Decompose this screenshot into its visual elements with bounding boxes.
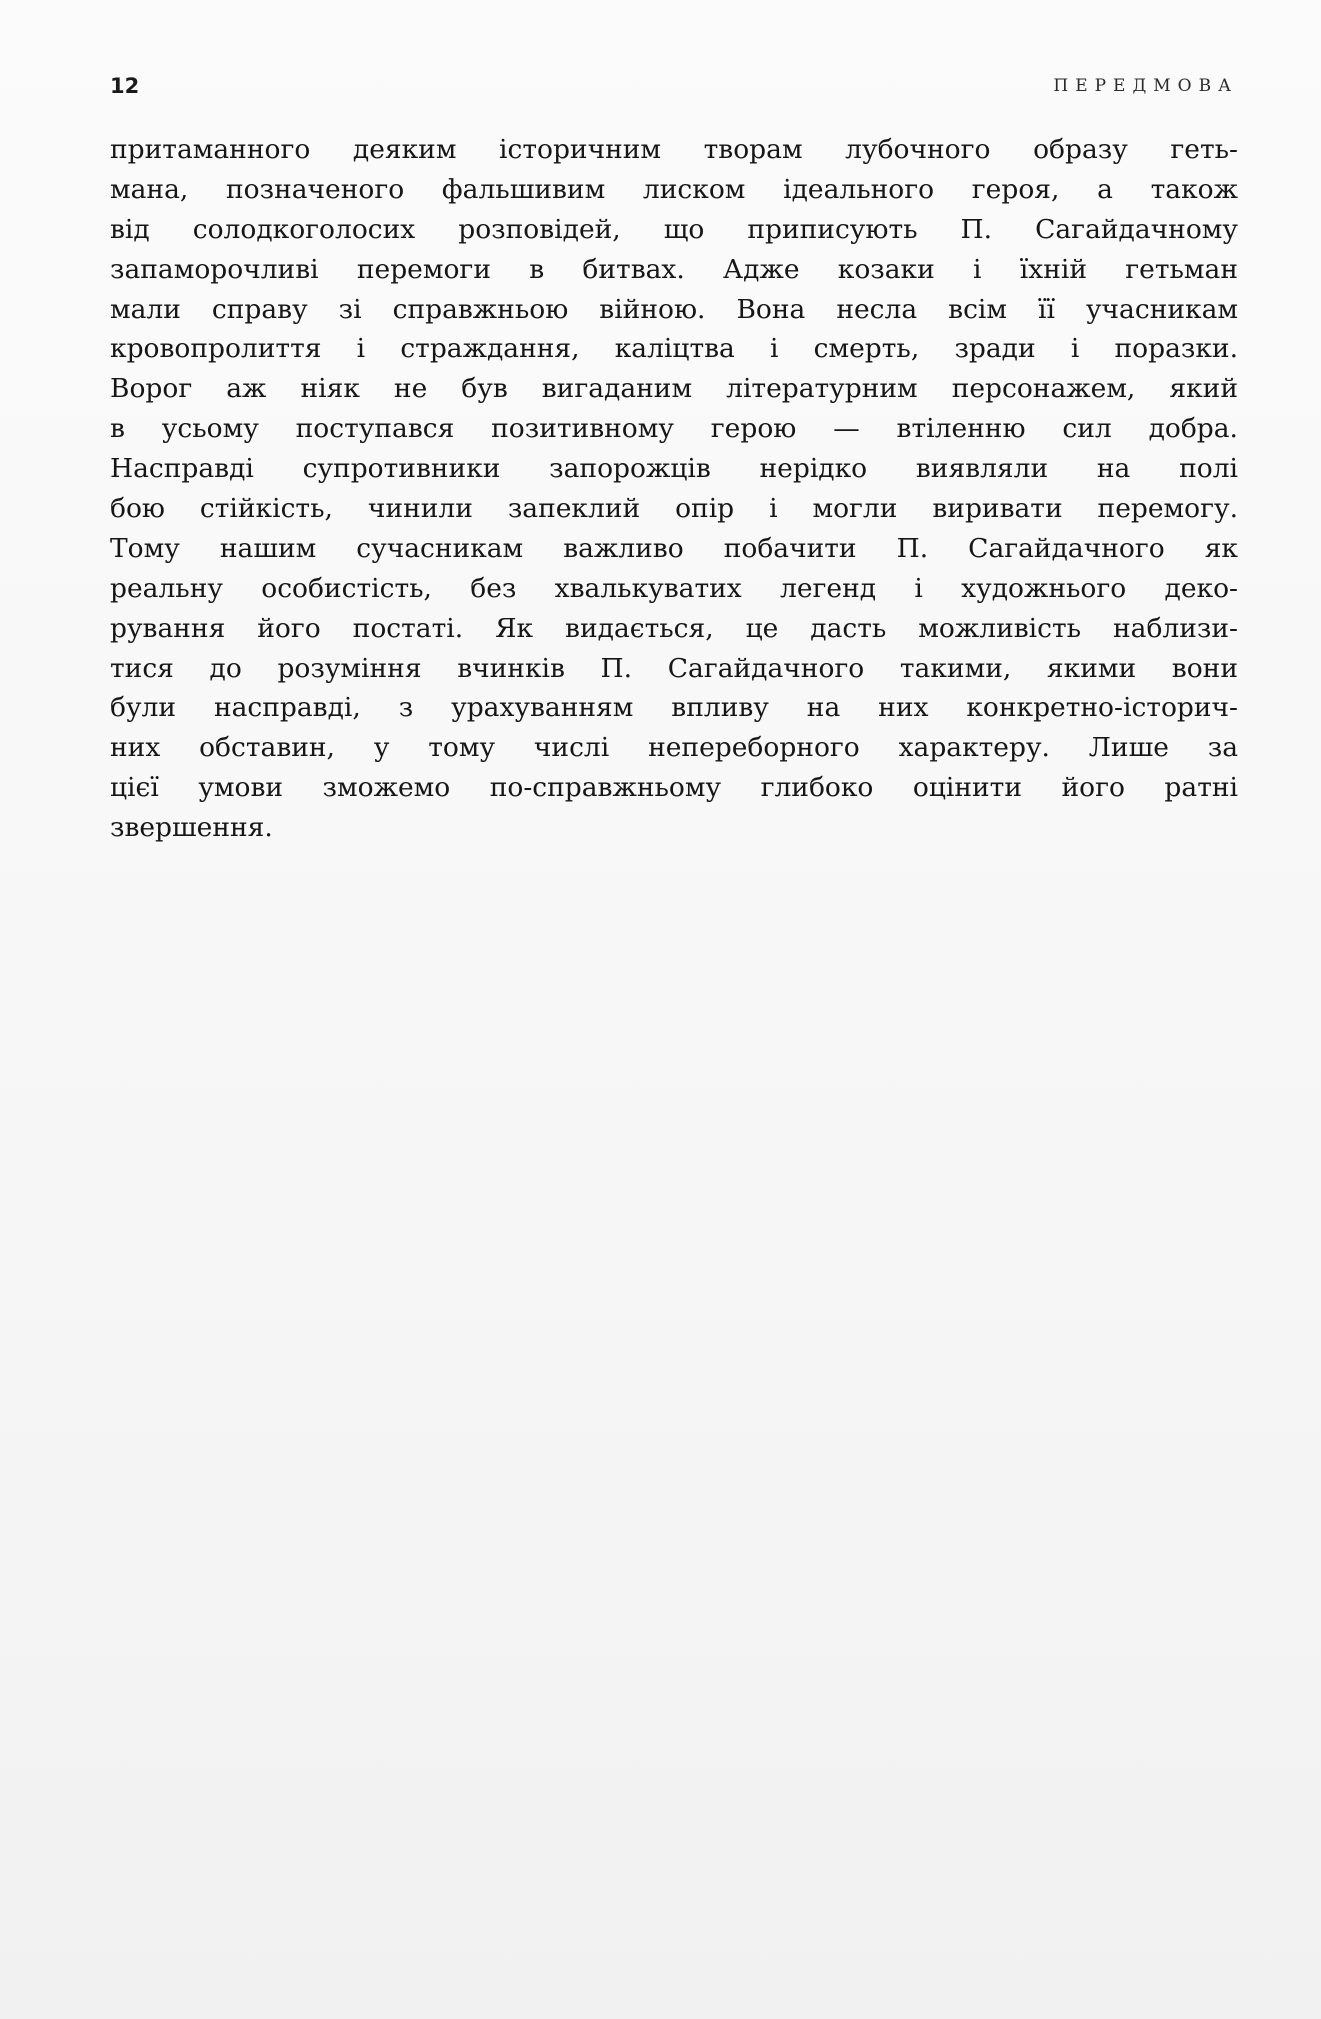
text-line: них обставин, у тому числі непереборного характеру. Лише за [110,732,1238,764]
text-line: Ворог аж ніяк не був вигаданим літературним персонажем, який [110,373,1238,405]
text-line: тися до розуміння вчинків П. Сагайдачного такими, якими вони [110,652,1238,684]
text-line: притаманного деяким історичним творам лубочного образу геть- [110,134,1238,165]
page-number: 12 [110,74,140,98]
text-line: рування його постаті. Як видається, це дасть можливість наблизи- [110,612,1238,644]
text-line-last: звершення. [110,812,273,844]
text-line: мана, позначеного фальшивим лиском ідеального героя, а також [110,173,1238,205]
section-title: ПЕРЕДМОВА [1053,76,1238,96]
running-header [110,70,1238,110]
text-line: кровопролиття і страждання, каліцтва і смерть, зради і поразки. [110,333,1238,365]
text-line: мали справу зі справжньою війною. Вона несла всім її учасникам [110,293,1238,325]
text-line: запаморочливі перемоги в битвах. Адже козаки і їхній гетьман [110,253,1238,285]
text-line: бою стійкість, чинили запеклий опір і могли виривати перемогу. [110,493,1238,525]
text-line: Насправді супротивники запорожців нерідко виявляли на полі [110,453,1238,485]
body-paragraph [110,130,1238,848]
text-line: були насправді, з урахуванням впливу на них конкретно-історич- [110,692,1238,724]
text-line: цієї умови зможемо по-справжньому глибоко оцінити його ратні [110,772,1238,804]
text-line: реальну особистість, без хвалькуватих легенд і художнього деко- [110,572,1238,604]
text-line: в усьому поступався позитивному герою — втіленню сил добра. [110,413,1238,445]
text-line: Тому нашим сучасникам важливо побачити П. Сагайдачного як [110,532,1238,564]
text-line: від солодкоголосих розповідей, що приписують П. Сагайдачному [110,213,1238,245]
